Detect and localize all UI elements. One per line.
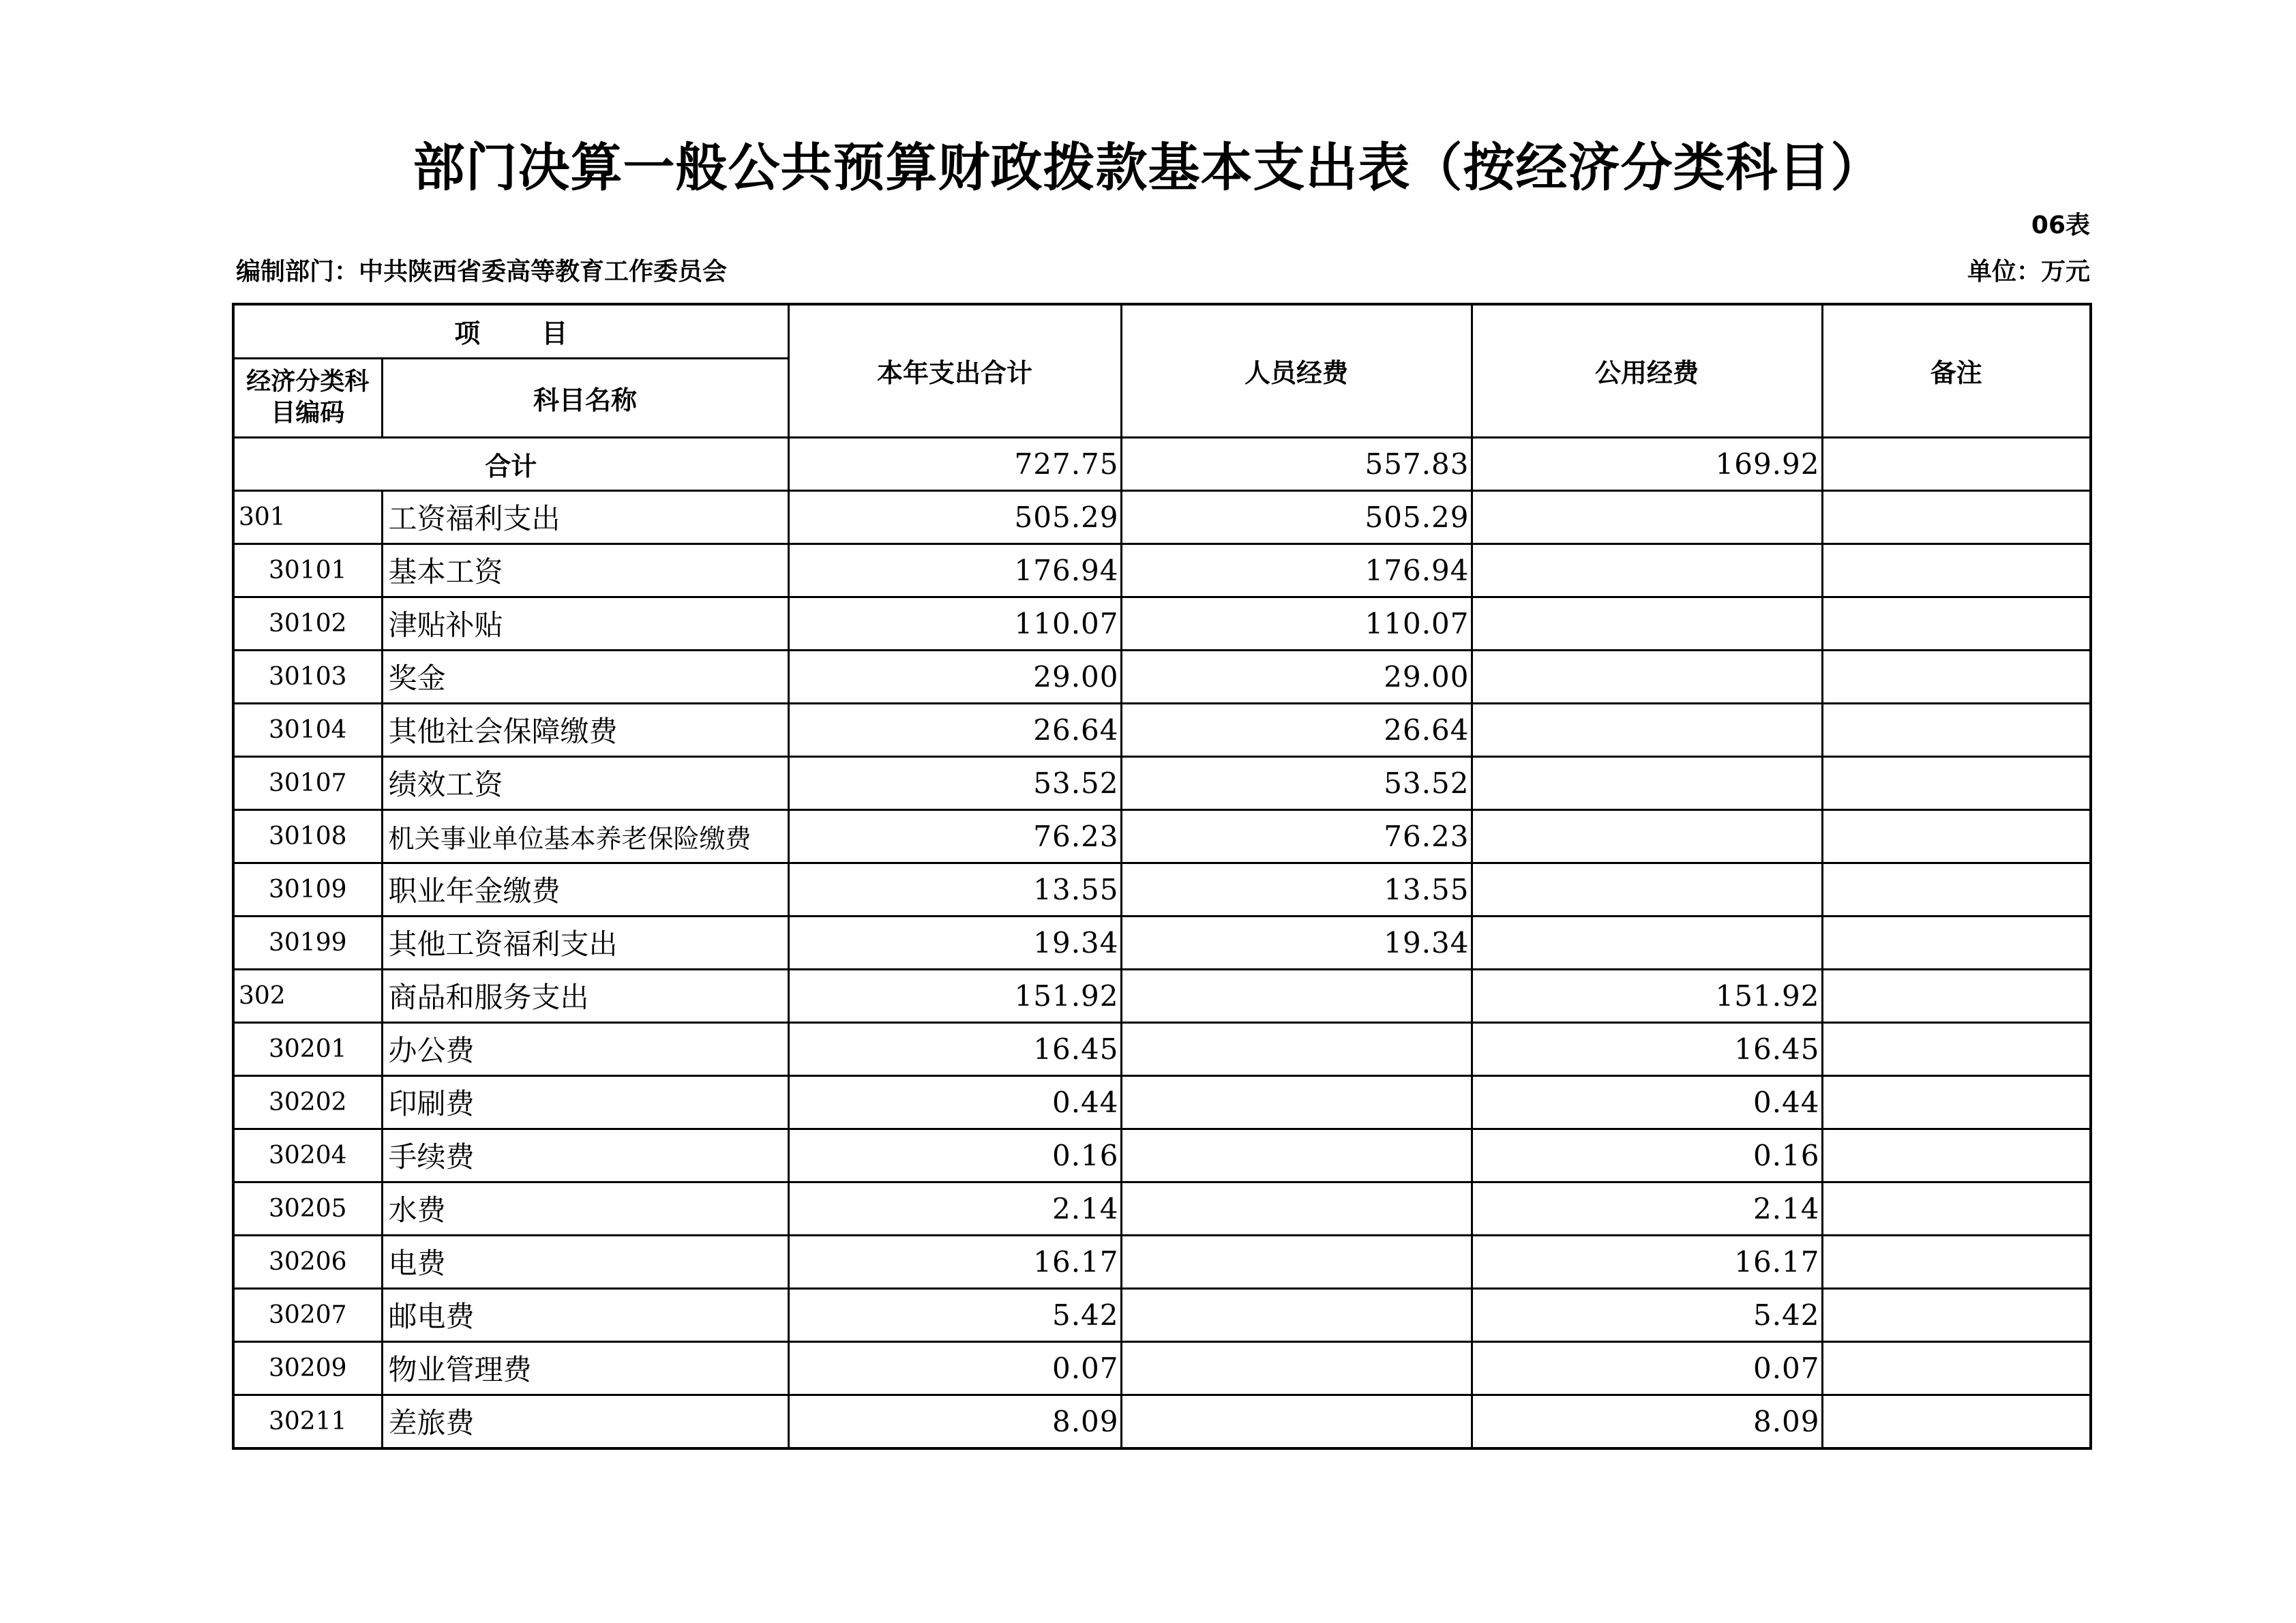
row-total: 0.16 [788,1129,1121,1182]
row-code: 30201 [233,1022,382,1075]
row-total: 0.07 [788,1341,1121,1395]
table-row [233,544,2091,597]
row-code: 30109 [233,863,382,916]
row-code: 302 [233,969,382,1022]
row-remark [1822,809,2091,863]
row-total: 53.52 [788,756,1121,809]
row-code: 30102 [233,597,382,650]
row-remark [1822,1022,2091,1075]
expenditure-table [232,303,2092,1450]
row-name: 津贴补贴 [382,597,788,650]
row-personnel [1121,1129,1472,1182]
row-name: 机关事业单位基本养老保险缴费 [382,809,788,863]
row-name: 工资福利支出 [382,490,788,544]
row-total: 16.17 [788,1235,1121,1288]
name-header: 科目名称 [382,358,788,437]
row-name: 差旅费 [382,1395,788,1448]
row-remark [1822,1129,2091,1182]
public-header: 公用经费 [1472,304,1822,437]
row-remark [1822,490,2091,544]
total-header: 本年支出合计 [788,304,1121,437]
row-total: 19.34 [788,916,1121,969]
row-total: 26.64 [788,703,1121,756]
row-total: 8.09 [788,1395,1121,1448]
row-personnel [1121,1341,1472,1395]
row-name: 基本工资 [382,544,788,597]
row-total: 0.44 [788,1075,1121,1129]
table-row [233,1395,2091,1448]
row-code: 30206 [233,1235,382,1288]
row-total: 505.29 [788,490,1121,544]
table-row [233,1129,2091,1182]
row-code: 30205 [233,1182,382,1235]
table-row [233,916,2091,969]
row-remark [1822,969,2091,1022]
item-header: 项 目 [233,304,788,358]
table-row [233,650,2091,703]
row-personnel: 505.29 [1121,490,1472,544]
row-name: 其他社会保障缴费 [382,703,788,756]
row-code: 30104 [233,703,382,756]
row-personnel [1121,1288,1472,1341]
row-name: 邮电费 [382,1288,788,1341]
header-row-1 [233,304,2091,358]
row-name: 办公费 [382,1022,788,1075]
row-public: 8.09 [1472,1395,1822,1448]
row-personnel: 176.94 [1121,544,1472,597]
row-remark [1822,756,2091,809]
row-name: 绩效工资 [382,756,788,809]
row-remark [1822,916,2091,969]
table-row [233,1235,2091,1288]
row-total: 76.23 [788,809,1121,863]
row-total: 110.07 [788,597,1121,650]
row-remark [1822,544,2091,597]
row-total: 16.45 [788,1022,1121,1075]
row-personnel [1121,969,1472,1022]
row-remark [1822,1288,2091,1341]
table-row [233,1341,2091,1395]
table-row [233,490,2091,544]
row-public [1472,650,1822,703]
row-public: 5.42 [1472,1288,1822,1341]
table-row [233,1288,2091,1341]
row-public: 151.92 [1472,969,1822,1022]
row-total: 5.42 [788,1288,1121,1341]
total-row-personnel: 557.83 [1121,437,1472,490]
row-name: 其他工资福利支出 [382,916,788,969]
row-public: 16.45 [1472,1022,1822,1075]
row-public: 0.44 [1472,1075,1822,1129]
row-remark [1822,1341,2091,1395]
row-remark [1822,1182,2091,1235]
row-remark [1822,650,2091,703]
total-row-label: 合计 [233,437,788,490]
row-personnel: 26.64 [1121,703,1472,756]
code-header: 经济分类科目编码 [233,358,382,437]
total-row-remark [1822,437,2091,490]
row-name: 水费 [382,1182,788,1235]
row-code: 30108 [233,809,382,863]
table-row [233,809,2091,863]
table-number: 06表 [2031,211,2090,239]
row-public: 0.07 [1472,1341,1822,1395]
row-personnel [1121,1395,1472,1448]
row-personnel: 19.34 [1121,916,1472,969]
row-code: 301 [233,490,382,544]
row-total: 2.14 [788,1182,1121,1235]
table-row [233,969,2091,1022]
row-code: 30103 [233,650,382,703]
row-public [1472,809,1822,863]
row-public [1472,756,1822,809]
row-code: 30202 [233,1075,382,1129]
row-remark [1822,597,2091,650]
total-row [233,437,2091,490]
row-public: 0.16 [1472,1129,1822,1182]
row-public [1472,490,1822,544]
row-code: 30107 [233,756,382,809]
row-personnel [1121,1235,1472,1288]
row-total: 13.55 [788,863,1121,916]
table-row [233,1182,2091,1235]
row-public: 16.17 [1472,1235,1822,1288]
total-row-total: 727.75 [788,437,1121,490]
row-name: 印刷费 [382,1075,788,1129]
row-public [1472,597,1822,650]
table-row [233,863,2091,916]
remark-header: 备注 [1822,304,2091,437]
row-personnel [1121,1022,1472,1075]
table-row [233,597,2091,650]
row-public [1472,916,1822,969]
row-code: 30207 [233,1288,382,1341]
row-personnel: 76.23 [1121,809,1472,863]
row-personnel: 110.07 [1121,597,1472,650]
total-row-public: 169.92 [1472,437,1822,490]
table-row [233,756,2091,809]
row-name: 奖金 [382,650,788,703]
row-remark [1822,1075,2091,1129]
page-title: 部门决算一般公共预算财政拨款基本支出表（按经济分类科目） [413,137,1883,198]
row-code: 30209 [233,1341,382,1395]
row-personnel [1121,1075,1472,1129]
row-name: 商品和服务支出 [382,969,788,1022]
row-public [1472,703,1822,756]
row-remark [1822,703,2091,756]
row-personnel: 13.55 [1121,863,1472,916]
row-personnel: 53.52 [1121,756,1472,809]
row-code: 30101 [233,544,382,597]
compiling-department: 编制部门：中共陕西省委高等教育工作委员会 [236,258,728,286]
row-personnel: 29.00 [1121,650,1472,703]
row-public [1472,863,1822,916]
row-personnel [1121,1182,1472,1235]
personnel-header: 人员经费 [1121,304,1472,437]
row-remark [1822,1235,2091,1288]
row-code: 30199 [233,916,382,969]
table-row [233,703,2091,756]
unit-label: 单位：万元 [1967,258,2090,286]
row-public [1472,544,1822,597]
row-name: 职业年金缴费 [382,863,788,916]
row-name: 电费 [382,1235,788,1288]
row-remark [1822,863,2091,916]
row-code: 30204 [233,1129,382,1182]
table-row [233,1022,2091,1075]
row-name: 手续费 [382,1129,788,1182]
row-public: 2.14 [1472,1182,1822,1235]
row-total: 29.00 [788,650,1121,703]
row-remark [1822,1395,2091,1448]
row-total: 151.92 [788,969,1121,1022]
table-row [233,1075,2091,1129]
row-code: 30211 [233,1395,382,1448]
row-total: 176.94 [788,544,1121,597]
row-name: 物业管理费 [382,1341,788,1395]
